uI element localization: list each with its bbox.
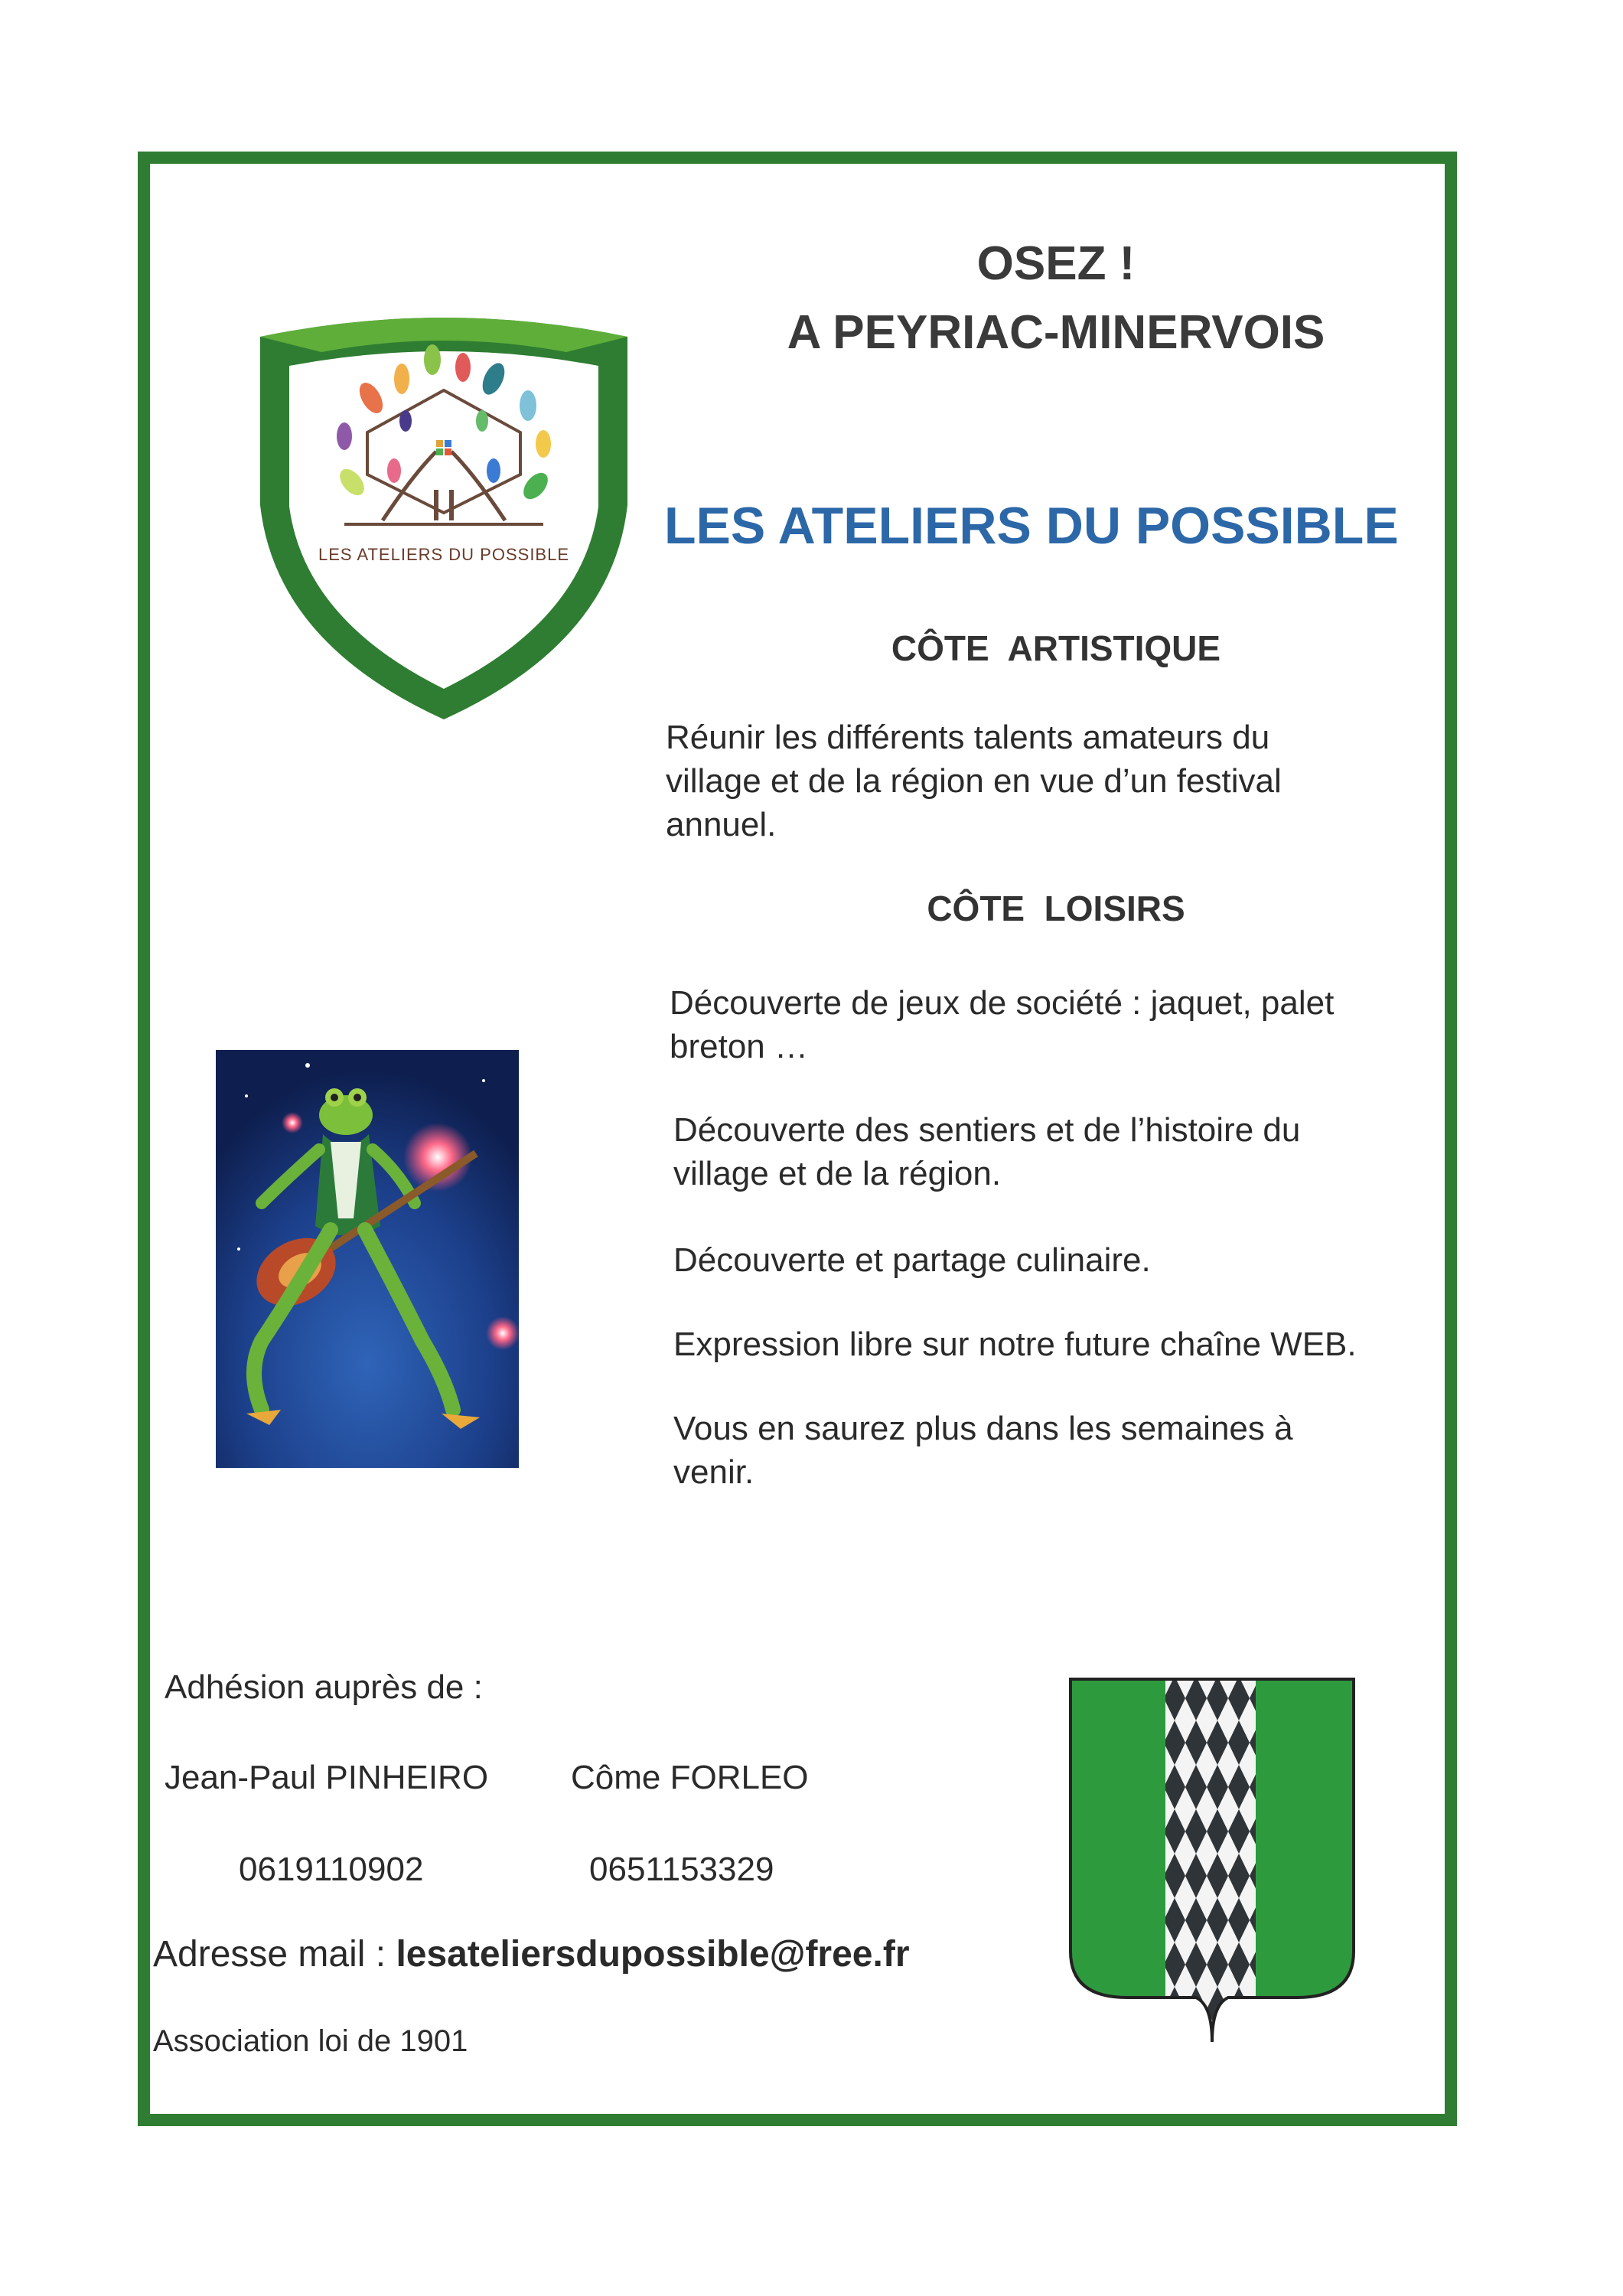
logo — [230, 306, 658, 735]
email-line — [153, 1933, 910, 1975]
village-coat-of-arms-icon — [1067, 1676, 1357, 2043]
email-address[interactable]: lesateliersdupossible@free.fr — [396, 1934, 910, 1975]
artistic-text: Réunir les différents talents amateurs du village et de la région en vue d’un festival annuel. — [666, 719, 1282, 844]
illustration — [216, 1050, 519, 1468]
tree-shield-logo-icon — [230, 306, 658, 735]
membership-label: Adhésion auprès de : — [165, 1668, 483, 1706]
logo-text: LES ATELIERS DU POSSIBLE — [318, 545, 570, 564]
leisure-item: Vous en saurez plus dans les semaines à venir. — [673, 1410, 1293, 1492]
brand-title: LES ATELIERS DU POSSIBLE — [664, 497, 1399, 555]
contact-phone: 0619110902 — [239, 1851, 424, 1888]
association-note: Association loi de 1901 — [153, 2024, 468, 2058]
coat-of-arms — [1067, 1676, 1357, 2043]
section-heading-artistic: CÔTE ARTISTIQUE — [891, 628, 1221, 668]
email-label: Adresse mail : — [153, 1934, 396, 1975]
frog-guitarist-image-icon — [216, 1050, 519, 1468]
leisure-item: Découverte des sentiers et de l’histoire du village et de la région. — [673, 1111, 1301, 1193]
headline-town: A PEYRIAC-MINERVOIS — [787, 306, 1325, 359]
contact-name: Côme FORLEO — [571, 1759, 809, 1796]
leisure-item: Découverte et partage culinaire. — [673, 1241, 1151, 1279]
leisure-item: Découverte de jeux de société : jaquet, palet breton … — [670, 984, 1335, 1066]
contact-phone: 0651153329 — [589, 1851, 774, 1888]
headline-osez: OSEZ ! — [976, 237, 1136, 290]
section-heading-leisure: CÔTE LOISIRS — [927, 889, 1185, 928]
contact-name: Jean-Paul PINHEIRO — [165, 1759, 489, 1796]
leisure-item: Expression libre sur notre future chaîne WEB. — [673, 1326, 1357, 1363]
